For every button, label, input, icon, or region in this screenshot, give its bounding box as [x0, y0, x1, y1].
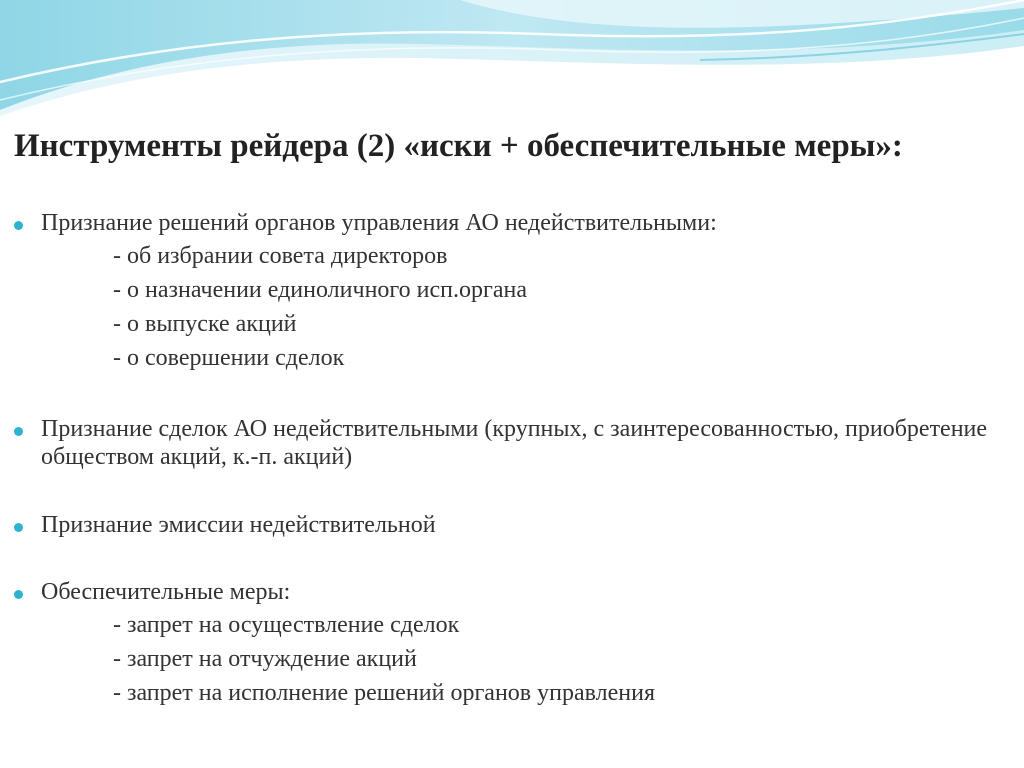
- bullet-item: [14, 578, 1004, 710]
- bullet-item: [14, 209, 1004, 375]
- sub-item: - запрет на осуществление сделок: [113, 612, 460, 638]
- bullet-text: Признание решений органов управления АО недействительными:: [41, 210, 717, 236]
- bullet-text: Обеспечительные меры:: [41, 579, 291, 605]
- slide-title: Инструменты рейдера (2) «иски + обеспечительные меры»:: [14, 128, 903, 164]
- bullet-text: Признание сделок АО недействительными (крупных, с заинтересованностью, приобретение обществом акций, к.-п. акций): [41, 416, 988, 470]
- bullet-dot-icon: [14, 427, 23, 436]
- bullet-item: [14, 415, 1004, 471]
- bullet-dot-icon: [14, 590, 23, 599]
- sub-item: - об избрании совета директоров: [113, 243, 448, 269]
- bullet-item: [14, 511, 1004, 539]
- sub-item: - о назначении единоличного исп.органа: [113, 277, 527, 303]
- bullet-dot-icon: [14, 221, 23, 230]
- sub-item: - о совершении сделок: [113, 345, 345, 371]
- sub-list: [14, 608, 1004, 710]
- sub-list: [14, 239, 1004, 375]
- sub-item: - запрет на отчуждение акций: [113, 646, 417, 672]
- bullet-dot-icon: [14, 523, 23, 532]
- bullet-text: Признание эмиссии недействительной: [41, 512, 436, 538]
- header-wave-decoration: [0, 0, 1024, 120]
- sub-item: - о выпуске акций: [113, 311, 297, 337]
- sub-item: - запрет на исполнение решений органов управления: [113, 680, 655, 706]
